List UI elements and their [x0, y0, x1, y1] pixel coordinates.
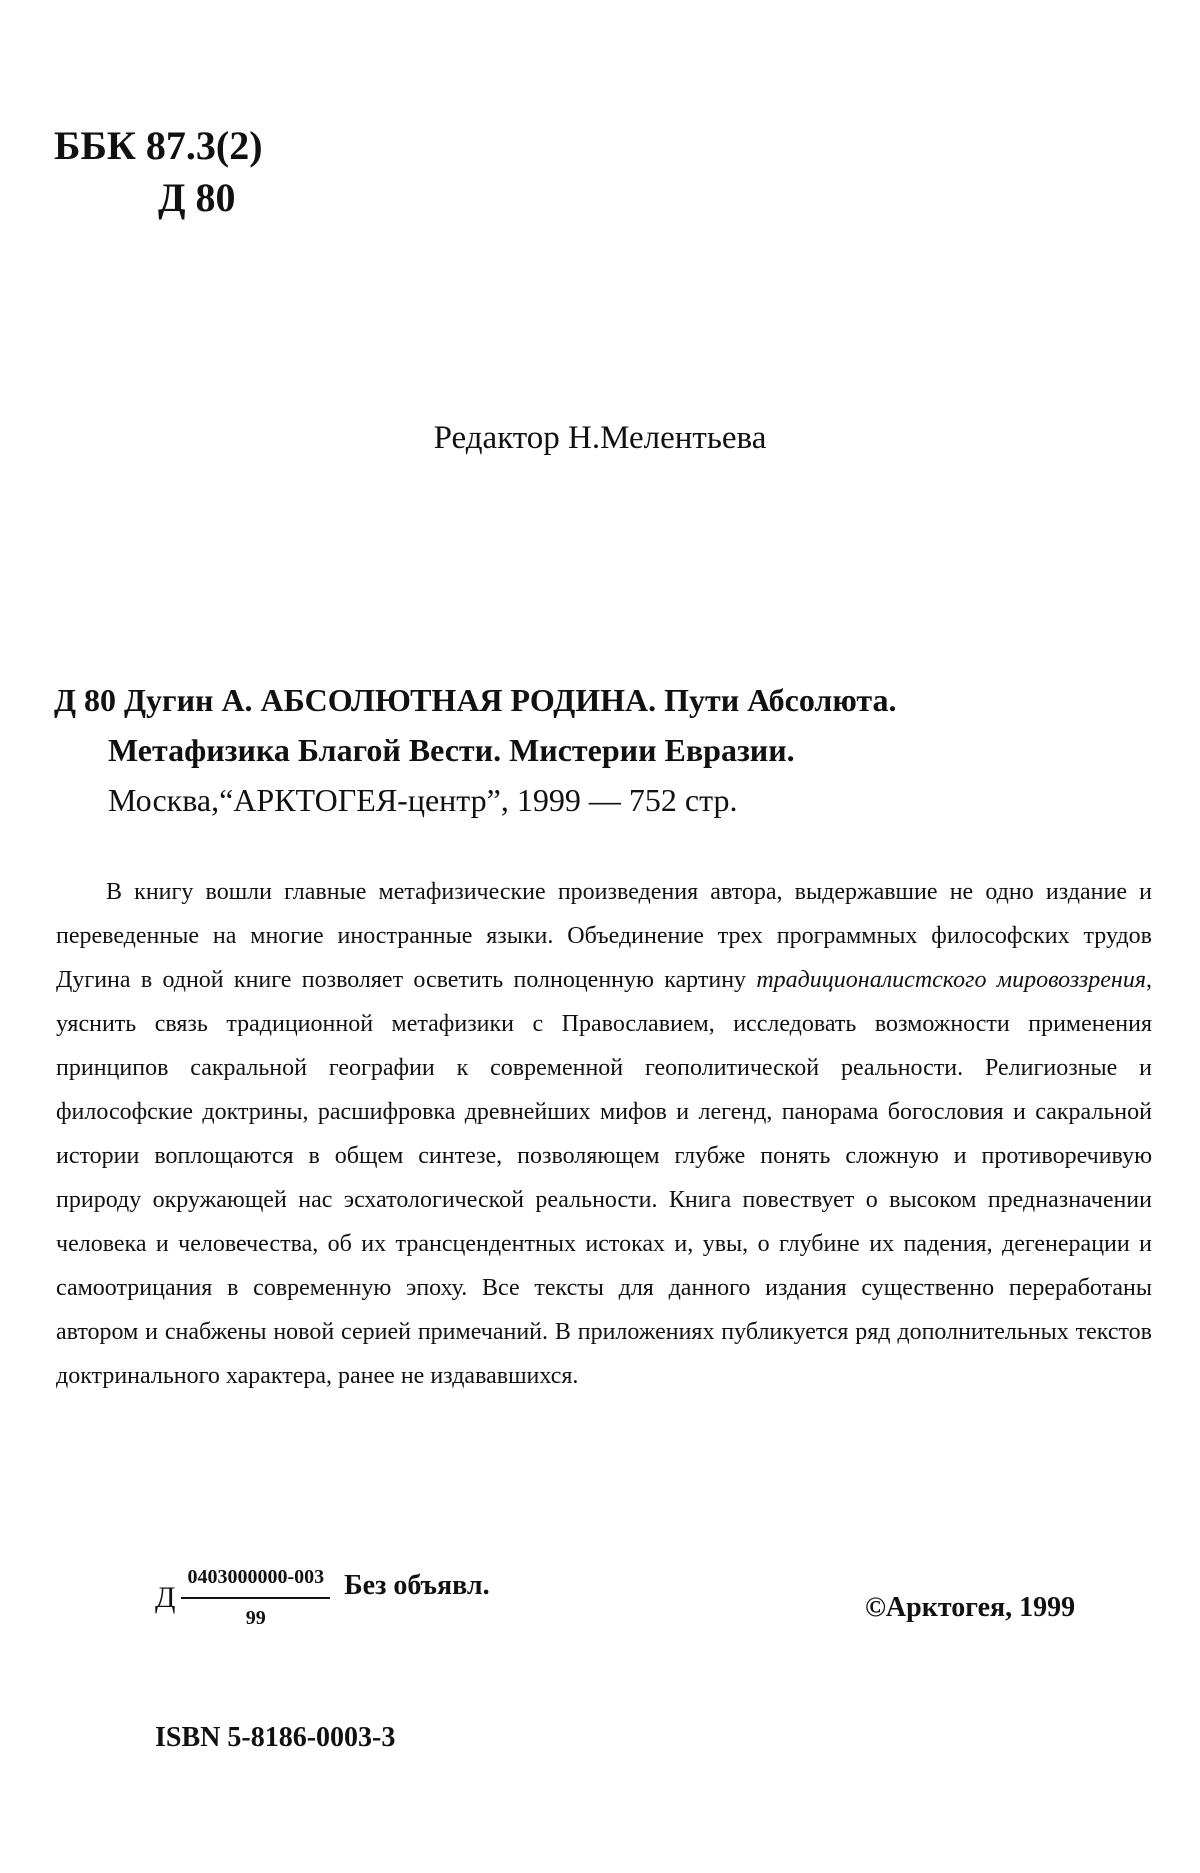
copyright-notice: ©Арктогея, 1999 — [865, 1592, 1076, 1623]
bibliographic-publisher-line: Москва,“АРКТОГЕЯ-центр”, 1999 — 752 стр. — [108, 782, 738, 818]
abstract-italic-phrase: традиционалистского мировоззрения — [756, 967, 1146, 993]
publication-index — [155, 1566, 490, 1630]
index-fraction — [181, 1566, 330, 1630]
bbk-block — [54, 120, 263, 224]
isbn-number: ISBN 5-8186-0003-3 — [155, 1722, 396, 1753]
abstract-paragraph — [56, 870, 1152, 1398]
bibliographic-entry — [54, 675, 897, 825]
index-denominator: 99 — [245, 1607, 266, 1629]
bibliographic-subtitle-line: Метафизика Благой Вести. Мистерии Евразии. — [108, 732, 795, 768]
index-note: Без объявл. — [344, 1570, 490, 1601]
index-numerator: 0403000000-003 — [181, 1566, 330, 1599]
bibliographic-title-line: Д 80 Дугин А. АБСОЛЮТНАЯ РОДИНА. Пути Абсолюта. — [54, 682, 897, 718]
index-letter: Д — [155, 1581, 176, 1614]
abstract-text-part1: В книгу вошли главные метафизические произведения автора, выдержавшие не одно издание и переведенные на многие иностранные языки. Объединение трех программных философских трудов Дугина в одной книге позволяет осветить полноценную картину — [56, 879, 1152, 993]
bbk-code: ББК 87.3(2) — [54, 123, 263, 168]
editor-credit: Редактор Н.Мелентьева — [433, 420, 767, 456]
author-mark: Д 80 — [158, 175, 236, 220]
abstract-text-part2: , уяснить связь традиционной метафизики с Православием, исследовать возможности применения принципов сакральной географии к современной геополитической реальности. Религиозные и философские доктрины, расшифровка древнейших мифов и легенд, панорама богословия и сакральной истории воплощаются в общем синтезе, позволяющем глубже понять сложную и противоречивую природу окружающей нас эсхатологической реальности. Книга повествует о высоком предназначении человека и человечества, об их трансцендентных истоках и, увы, о глубине их падения, дегенерации и самоотрицания в современную эпоху. Все тексты для данного издания существенно переработаны автором и снабжены новой серией примечаний. В приложениях публикуется ряд дополнительных текстов доктринального характера, ранее не издававшихся. — [56, 967, 1152, 1389]
